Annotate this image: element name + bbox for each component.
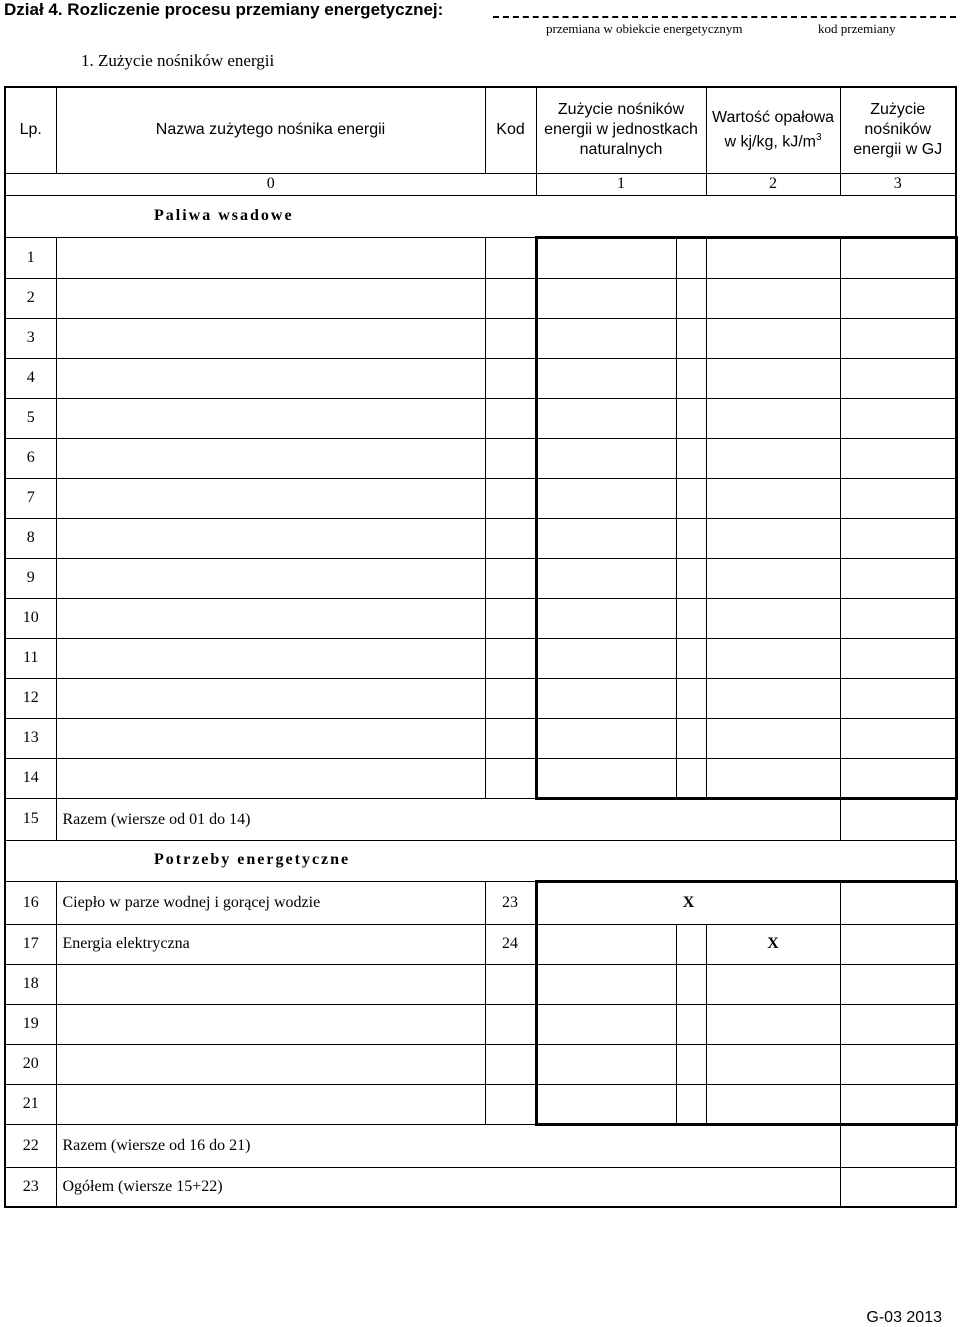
fuel-name-cell[interactable] [56,598,485,638]
calorific-value-cell[interactable] [706,398,840,438]
section-heading: Dział 4. Rozliczenie procesu przemiany energetycznej: [4,0,444,19]
column-number-1: 1 [536,173,706,195]
row-number: 8 [5,518,56,558]
table-row [5,237,956,278]
gj-cell[interactable] [840,278,956,318]
natural-units-cell[interactable] [536,518,676,558]
fuel-name-cell[interactable] [56,478,485,518]
gj-cell[interactable] [840,924,956,964]
row-number: 12 [5,678,56,718]
gj-cell[interactable] [840,638,956,678]
need-code-cell[interactable] [485,1044,536,1084]
natural-units-unit-cell[interactable] [676,518,706,558]
natural-units-unit-cell[interactable] [676,1044,706,1084]
calorific-value-cell[interactable] [706,237,840,278]
header-code: Kod [485,87,536,173]
table-row [5,964,956,1004]
need-name-cell: Energia elektryczna [56,924,485,964]
table-row [5,518,956,558]
natural-units-cell[interactable] [536,278,676,318]
gj-total-cell[interactable] [840,1124,956,1167]
calorific-value-cell[interactable] [706,1004,840,1044]
subsection-title: 1. Zużycie nośników energii [81,51,275,70]
natural-units-cell[interactable] [536,758,676,798]
row-number: 3 [5,318,56,358]
need-name-cell: Ciepło w parze wodnej i gorącej wodzie [56,881,485,924]
natural-units-unit-cell[interactable] [676,478,706,518]
gj-cell[interactable] [840,964,956,1004]
table-row [5,1004,956,1044]
natural-units-cell[interactable] [536,1084,676,1124]
fuel-code-cell[interactable] [485,478,536,518]
row-number: 14 [5,758,56,798]
fuel-name-cell[interactable] [56,358,485,398]
natural-units-cell[interactable] [536,964,676,1004]
row-number: 5 [5,398,56,438]
calorific-value-cell[interactable] [706,1084,840,1124]
row-number: 20 [5,1044,56,1084]
row-number: 18 [5,964,56,1004]
table-row [5,758,956,798]
natural-units-cell[interactable] [536,358,676,398]
gj-cell[interactable] [840,358,956,398]
natural-units-cell[interactable] [536,1044,676,1084]
natural-units-unit-cell[interactable] [676,718,706,758]
fuel-code-cell[interactable] [485,758,536,798]
calorific-value-cell[interactable] [706,598,840,638]
row-label: Razem (wiersze od 01 do 14) [56,798,840,840]
gj-cell[interactable] [840,1004,956,1044]
gj-cell[interactable] [840,438,956,478]
energy-carriers-table [4,86,958,1208]
natural-units-unit-cell[interactable] [676,1084,706,1124]
natural-units-unit-cell[interactable] [676,278,706,318]
row-label: Razem (wiersze od 16 do 21) [56,1124,840,1167]
calorific-value-cell: X [706,924,840,964]
fuel-code-cell[interactable] [485,718,536,758]
calorific-value-cell[interactable] [706,478,840,518]
table-row [5,881,956,924]
fuel-name-cell[interactable] [56,638,485,678]
group-fuels: Paliwa wsadowe [5,195,956,237]
code-label: kod przemiany [818,21,896,36]
natural-units-cell[interactable] [536,237,676,278]
fuel-code-cell[interactable] [485,237,536,278]
natural-units-unit-cell[interactable] [676,638,706,678]
row-number: 16 [5,881,56,924]
gj-cell[interactable] [840,1044,956,1084]
row-number: 10 [5,598,56,638]
calorific-value-cell[interactable] [706,278,840,318]
row-number: 11 [5,638,56,678]
fuel-name-cell[interactable] [56,678,485,718]
fuel-code-cell[interactable] [485,358,536,398]
fuel-name-cell[interactable] [56,438,485,478]
row-number: 6 [5,438,56,478]
gj-cell[interactable] [840,237,956,278]
gj-cell[interactable] [840,518,956,558]
row-number: 7 [5,478,56,518]
calorific-value-cell[interactable] [706,758,840,798]
table-row [5,1044,956,1084]
header-calorific-text: Wartość opałowa w kj/kg, kJ/m [711,109,835,151]
calorific-value-cell[interactable] [706,1044,840,1084]
fuel-name-cell[interactable] [56,398,485,438]
row-number: 17 [5,924,56,964]
natural-units-cell[interactable] [536,438,676,478]
table-row [5,558,956,598]
table-row [5,318,956,358]
process-label: przemiana w obiekcie energetycznym [546,21,743,36]
gj-cell[interactable] [840,678,956,718]
need-code-cell: 23 [485,881,536,924]
fuel-name-cell[interactable] [56,558,485,598]
fuel-code-cell[interactable] [485,438,536,478]
row-number: 23 [5,1167,56,1207]
calorific-value-cell[interactable] [706,558,840,598]
natural-units-cell[interactable] [536,558,676,598]
gj-cell[interactable] [840,318,956,358]
gj-total-cell[interactable] [840,1167,956,1207]
calorific-value-cell[interactable] [706,438,840,478]
need-name-cell[interactable] [56,1084,485,1124]
table-row [5,924,956,964]
gj-cell[interactable] [840,398,956,438]
dashed-entry-line[interactable] [493,16,956,18]
need-name-cell[interactable] [56,1004,485,1044]
fuel-name-cell[interactable] [56,237,485,278]
table-row [5,638,956,678]
natural-units-unit-cell[interactable] [676,398,706,438]
row-number: 4 [5,358,56,398]
header-name: Nazwa zużytego nośnika energii [56,87,485,173]
row-number: 2 [5,278,56,318]
natural-units-cell[interactable] [536,478,676,518]
header-calorific-value [706,87,840,173]
natural-units-unit-cell[interactable] [676,237,706,278]
table-row [5,718,956,758]
calorific-value-cell[interactable] [706,718,840,758]
row-number: 15 [5,798,56,840]
row-number: 13 [5,718,56,758]
row-number: 19 [5,1004,56,1044]
fuel-name-cell[interactable] [56,758,485,798]
need-code-cell[interactable] [485,1004,536,1044]
row-label: Ogółem (wiersze 15+22) [56,1167,840,1207]
fuel-name-cell[interactable] [56,318,485,358]
gj-cell[interactable] [840,881,956,924]
natural-units-unit-cell[interactable] [676,924,706,964]
header-lp: Lp. [5,87,56,173]
calorific-value-cell[interactable] [706,518,840,558]
calorific-value-cell[interactable] [706,358,840,398]
natural-units-cell[interactable] [536,924,676,964]
row-number: 9 [5,558,56,598]
header-natural-units: Zużycie nośników energii w jednostkach naturalnych [536,87,706,173]
fuel-code-cell[interactable] [485,598,536,638]
row-number: 22 [5,1124,56,1167]
row-number: 21 [5,1084,56,1124]
column-number-3: 3 [840,173,956,195]
need-code-cell[interactable] [485,964,536,1004]
need-name-cell[interactable] [56,964,485,1004]
natural-units-cell[interactable] [536,678,676,718]
table-row [5,1084,956,1124]
fuel-code-cell[interactable] [485,558,536,598]
calorific-value-cell[interactable] [706,638,840,678]
natural-units-unit-cell[interactable] [676,438,706,478]
table-row [5,438,956,478]
natural-units-cell[interactable] [536,638,676,678]
fuel-name-cell[interactable] [56,278,485,318]
natural-units-cell[interactable] [536,398,676,438]
fuel-code-cell[interactable] [485,278,536,318]
table-row [5,478,956,518]
fuel-name-cell[interactable] [56,518,485,558]
fuel-code-cell[interactable] [485,398,536,438]
table-row [5,398,956,438]
natural-units-unit-cell[interactable] [676,678,706,718]
natural-units-cell[interactable] [536,598,676,638]
need-code-cell: 24 [485,924,536,964]
fuel-code-cell[interactable] [485,638,536,678]
table-row [5,1167,956,1207]
natural-units-unit-cell[interactable] [676,758,706,798]
gj-total-cell[interactable] [840,798,956,840]
natural-units-cell[interactable] [536,1004,676,1044]
gj-cell[interactable] [840,718,956,758]
need-name-cell[interactable] [56,1044,485,1084]
group-needs: Potrzeby energetyczne [5,840,956,881]
fuel-code-cell[interactable] [485,518,536,558]
table-row [5,798,956,840]
natural-units-unit-cell[interactable] [676,558,706,598]
calorific-value-cell[interactable] [706,678,840,718]
table-row [5,598,956,638]
table-row [5,358,956,398]
natural-units-unit-cell[interactable] [676,1004,706,1044]
fuel-name-cell[interactable] [56,718,485,758]
calorific-value-cell[interactable] [706,964,840,1004]
gj-cell[interactable] [840,598,956,638]
row-number: 1 [5,237,56,278]
form-code: G-03 2013 [866,1309,942,1326]
natural-units-cell[interactable] [536,718,676,758]
header-gj: Zużycie nośników energii w GJ [840,87,956,173]
fuel-code-cell[interactable] [485,318,536,358]
table-row [5,278,956,318]
need-code-cell[interactable] [485,1084,536,1124]
natural-units-unit-cell[interactable] [676,358,706,398]
natural-units-cell[interactable] [536,318,676,358]
column-number-2: 2 [706,173,840,195]
natural-units-unit-cell[interactable] [676,318,706,358]
calorific-value-cell[interactable] [706,318,840,358]
header-calorific-sup: 3 [816,132,822,144]
table-row [5,1124,956,1167]
column-number-0: 0 [5,173,536,195]
gj-cell[interactable] [840,478,956,518]
table-row [5,678,956,718]
natural-units-unit-cell[interactable] [676,964,706,1004]
fuel-code-cell[interactable] [485,678,536,718]
natural-units-unit-cell[interactable] [676,598,706,638]
natural-calorific-cell: X [536,881,840,924]
gj-cell[interactable] [840,1084,956,1124]
gj-cell[interactable] [840,758,956,798]
gj-cell[interactable] [840,558,956,598]
